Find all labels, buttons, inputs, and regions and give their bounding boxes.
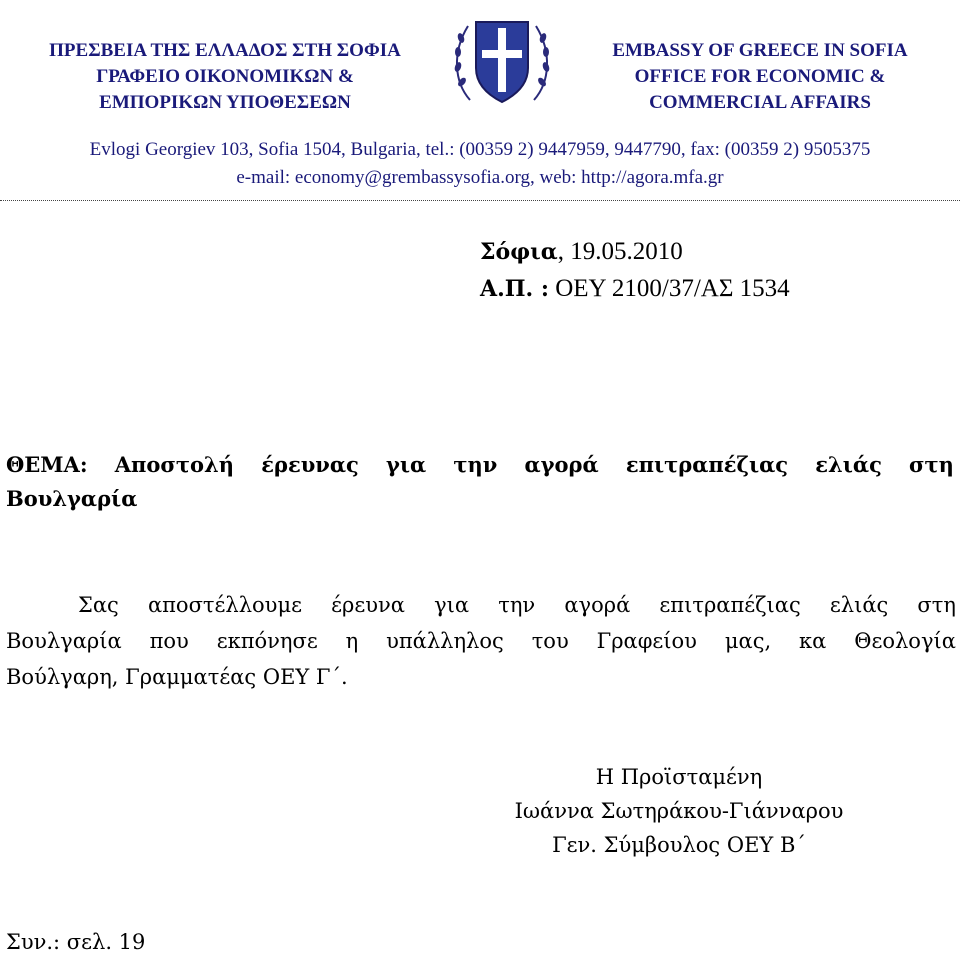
body-word: έρευνα (331, 593, 405, 617)
signature-block (470, 760, 888, 862)
header-greek (10, 38, 440, 116)
reference-label: Α.Π. : (480, 276, 549, 302)
header-english (560, 38, 960, 116)
header-line: ΓΡΑΦΕΙΟ ΟΙΚΟΝΟΜΙΚΩΝ & (96, 66, 354, 87)
body-word: Γραφείου (596, 629, 697, 653)
greek-coat-of-arms-icon (450, 12, 554, 110)
reference-value: ΟΕΥ 2100/37/ΑΣ 1534 (555, 275, 790, 302)
body-word: επιτραπέζιας (659, 593, 801, 617)
body-line (6, 623, 956, 659)
body-word: η (345, 629, 359, 653)
body-word: αγορά (564, 593, 631, 617)
signature-name: Ιωάννα Σωτηράκου-Γιάνναρου (514, 799, 844, 823)
subject-word: Αποστολή (114, 452, 235, 477)
subject-word: για (386, 452, 427, 477)
email-label: e-mail: (236, 167, 291, 188)
header-line: ΕΜΠΟΡΙΚΩΝ ΥΠΟΘΕΣΕΩΝ (99, 92, 351, 113)
attachments-note: Συν.: σελ. 19 (6, 930, 146, 954)
subject-word: έρευνας (261, 452, 359, 477)
subject-word: στη (909, 452, 954, 477)
body-word: κα (799, 629, 827, 653)
date: , 19.05.2010 (557, 238, 683, 265)
subject-word: αγορά (524, 452, 599, 477)
body-word: αποστέλλουμε (147, 593, 302, 617)
body-word: στη (917, 593, 956, 617)
body-text (6, 587, 956, 695)
email-link[interactable]: economy@grembassysofia.org (294, 167, 530, 188)
header-line: COMMERCIAL AFFAIRS (649, 92, 871, 113)
subject-word: ελιάς (815, 452, 882, 477)
body-line: Βούλγαρη, Γραμματέας ΟΕΥ Γ΄. (6, 665, 348, 689)
body-line (6, 587, 956, 623)
body-word: εκπόνησε (216, 629, 318, 653)
body-word: του (531, 629, 569, 653)
body-word: υπάλληλος (386, 629, 504, 653)
body-word: Σας (78, 593, 119, 617)
contact-line (0, 167, 960, 189)
header-line: ΠΡΕΣΒΕΙΑ ΤΗΣ ΕΛΛΑΔΟΣ ΣΤΗ ΣΟΦΙΑ (49, 40, 401, 61)
header-divider (0, 200, 960, 201)
web-label: , web: (529, 167, 577, 188)
body-word: Βουλγαρία (6, 629, 122, 653)
signature-role: Γεν. Σύμβουλος ΟΕΥ Β΄ (552, 833, 806, 857)
subject-line: Βουλγαρία (6, 486, 138, 511)
body-word: ελιάς (829, 593, 889, 617)
body-word: Θεολογία (854, 629, 956, 653)
subject-label: ΘΕΜΑ: (6, 452, 88, 477)
signature-title: Η Προϊσταμένη (595, 765, 763, 789)
body-word: μας, (724, 629, 772, 653)
subject (6, 448, 954, 516)
header-line: EMBASSY OF GREECE IN SOFIA (612, 40, 908, 61)
date-line (480, 238, 683, 266)
web-link[interactable]: http://agora.mfa.gr (581, 167, 724, 188)
header-line: OFFICE FOR ECONOMIC & (634, 66, 886, 87)
subject-word: επιτραπέζιας (625, 452, 789, 477)
city: Σόφια (480, 239, 558, 265)
subject-word: την (453, 452, 498, 477)
subject-line (6, 448, 954, 482)
body-word: για (434, 593, 470, 617)
body-word: την (498, 593, 536, 617)
body-word: που (149, 629, 189, 653)
reference-line (480, 275, 790, 303)
address-line: Evlogi Georgiev 103, Sofia 1504, Bulgaria, tel.: (00359 2) 9447959, 9447790, fax: (00359 2) 9505375 (89, 139, 871, 160)
